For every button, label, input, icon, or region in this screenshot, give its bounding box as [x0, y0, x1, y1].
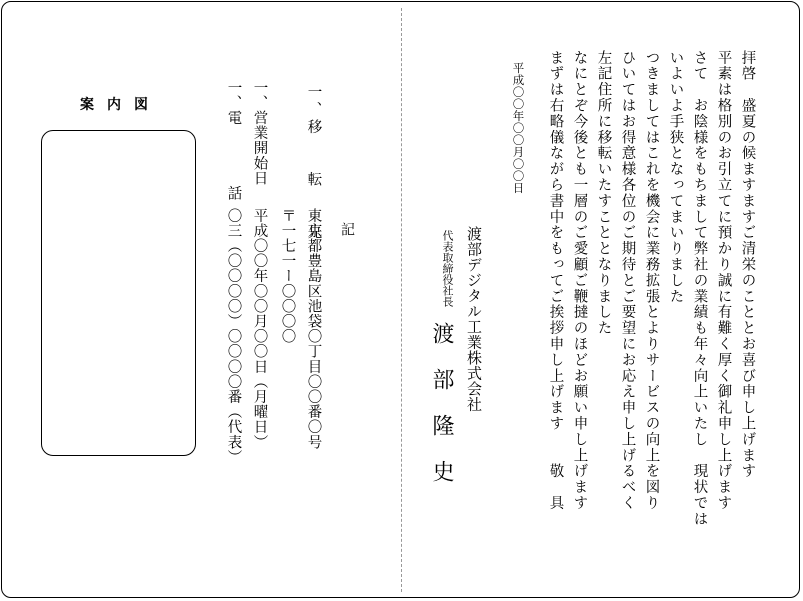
map-placeholder: [41, 130, 196, 456]
ki-heading: 記: [339, 222, 355, 236]
moving-label: 一、移 転 先: [305, 84, 322, 242]
letter-line-7: 左記住所に移転いたすこととなりました: [595, 50, 612, 337]
open-date: 平成〇〇年〇〇月〇〇日（月曜日）: [251, 208, 268, 450]
letter-line-8: なにとぞ今後とも一層のご愛顧ご鞭撻のほどお願い申し上げます: [571, 50, 588, 512]
postal-code: 〒一七一ー〇〇〇〇: [279, 208, 296, 344]
new-address: 東京都豊島区池袋〇丁目〇〇番〇号: [305, 208, 322, 450]
letter-date: 平成〇〇年〇〇月〇〇日: [511, 62, 526, 194]
map-title: 案内図: [80, 97, 161, 113]
letter-line-4: いよいよ手狭となってまいりました: [667, 50, 684, 305]
phone-number: 〇三（〇〇〇〇）〇〇〇〇番（代表）: [225, 208, 242, 465]
letter-line-6: ひいてはお得意様各位のご期待とご要望にお応え申し上げるべく: [619, 50, 636, 512]
letter-line-5: つきましてはこれを機会に業務拡張とよりサービスの向上を図り: [643, 50, 660, 512]
president-title: 代表取締役社長: [441, 230, 454, 307]
letter-line-3: さて お陰様をもちまして弊社の業績も年々向上いたし 現状では: [691, 50, 708, 527]
letter-line-1: 拝啓 盛夏の候ますますご清栄のこととお喜び申し上げます: [739, 50, 756, 480]
letter-line-2: 平素は格別のお引立てに預かり誠に有難く厚く御礼申し上げます: [715, 50, 732, 512]
phone-label: 一、電 話: [225, 80, 242, 201]
open-date-label: 一、営業開始日: [251, 80, 268, 186]
fold-line: [401, 8, 402, 592]
president-name: 渡部隆史: [429, 322, 454, 506]
letter-line-9: まずは右略儀ながら書中をもってご挨拶申し上げます 敬 具: [547, 50, 564, 512]
company-name: 渡部デジタル工業株式会社: [465, 226, 483, 412]
